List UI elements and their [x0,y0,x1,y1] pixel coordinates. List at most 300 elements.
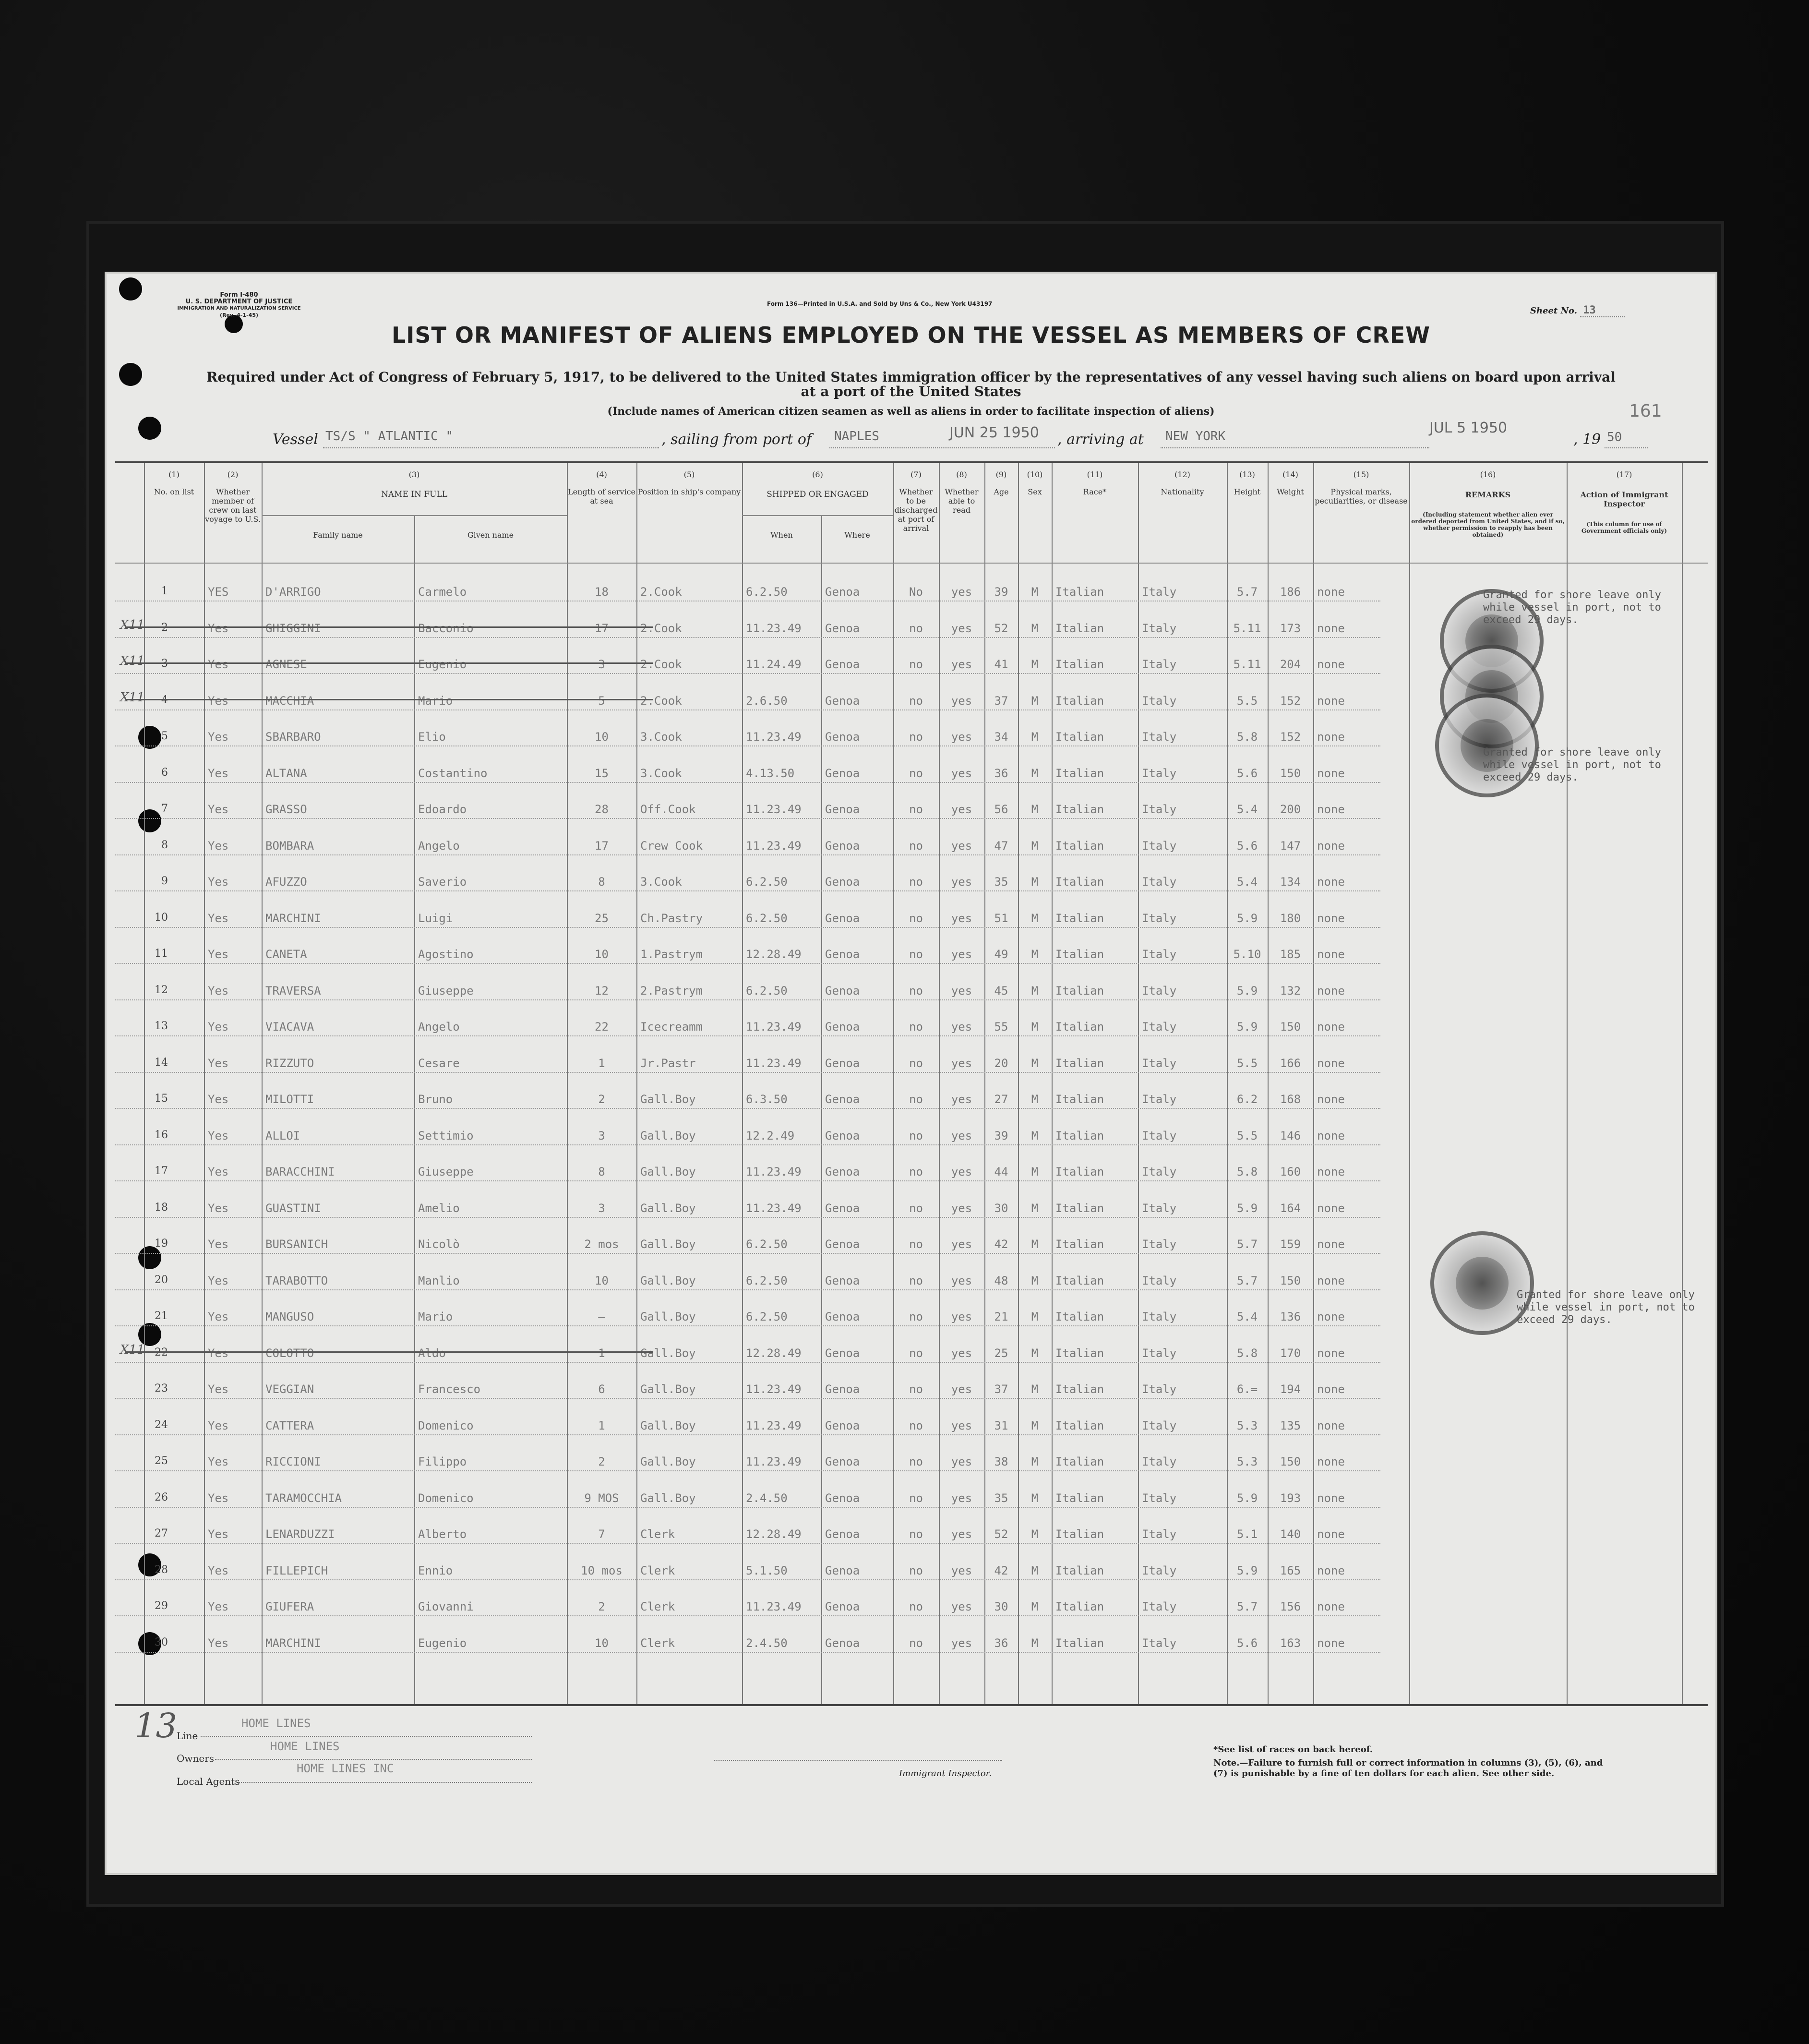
cell-when: 11.23.49 [746,1020,802,1034]
cell-disch: no [909,1165,923,1178]
cell-prev: Yes [208,1491,229,1505]
cell-position: Clerk [640,1636,675,1650]
cell-sex: M [1031,766,1039,780]
cell-sex: M [1031,1020,1039,1034]
column-divider [893,463,894,1704]
cell-marks: none [1317,1129,1345,1142]
cell-race: Italian [1055,911,1104,925]
cell-race: Italian [1055,1419,1104,1432]
cell-when: 11.23.49 [746,1383,802,1396]
cell-marks: none [1317,1020,1345,1034]
cell-disch: no [909,1056,923,1070]
cell-service: 9 MOS [584,1491,619,1505]
cell-family: TRAVERSA [265,984,321,998]
cell-position: Gall.Boy [640,1455,696,1468]
cell-age: 42 [994,1563,1008,1577]
cell-family: ALLOI [265,1129,300,1142]
cell-disch: no [909,1491,923,1505]
vessel-name: TS/S " ATLANTIC " [325,429,454,444]
shore-leave-remark: Granted for shore leave only while vessel in port, not to exceed 29 days. [1483,589,1661,626]
column-header: Age [994,487,1009,496]
form-subtitle: Required under Act of Congress of February 5, 1917, to be delivered to the United States immigration officer by the representatives of any vessel having such aliens on board upon arrival at a port of the United States [206,369,1616,399]
line-label: Line [177,1730,198,1742]
row-guide [115,1434,1380,1435]
cell-nat: Italy [1142,585,1177,599]
column-divider [1409,463,1410,1704]
cell-given: Manlio [418,1274,460,1287]
cell-when: 11.23.49 [746,1419,802,1432]
cell-sex: M [1031,984,1039,998]
cell-marks: none [1317,1165,1345,1178]
row-guide [115,1253,1380,1254]
cell-race: Italian [1055,1093,1104,1106]
column-header: Action of Immigrant Inspector [1580,490,1668,508]
subcolumn-divider [414,515,415,1704]
cell-nat: Italy [1142,803,1177,816]
cell-given: Giuseppe [418,984,474,998]
cell-service: 6 [598,1383,605,1396]
margin-mark: X11 [120,617,145,632]
cell-when: 6.3.50 [746,1093,788,1106]
cell-height: 5.4 [1236,803,1258,816]
cell-race: Italian [1055,984,1104,998]
cell-service: 2 [598,1093,605,1106]
cell-marks: none [1317,803,1345,816]
cell-age: 30 [994,1600,1008,1613]
cell-age: 41 [994,658,1008,671]
cell-given: Amelio [418,1201,460,1215]
header-divider [115,563,1708,564]
manifest-sheet [105,272,1717,1875]
row-guide [115,673,1380,674]
cell-height: 5.9 [1236,911,1258,925]
cell-disch: no [909,803,923,816]
line-value: HOME LINES [241,1717,311,1730]
cell-given: Carmelo [418,585,467,599]
cell-prev: YES [208,585,229,599]
cell-prev: Yes [208,911,229,925]
family-name-header: Family name [313,530,363,540]
column-number: (7) [910,470,922,479]
department-name: U. S. DEPARTMENT OF JUSTICE [185,298,293,305]
cell-age: 25 [994,1346,1008,1360]
cell-given: Domenico [418,1419,474,1432]
cell-given: Domenico [418,1491,474,1505]
cell-nat: Italy [1142,948,1177,961]
form-subnote: (Include names of American citizen seamen as well as aliens in order to facilitate inspection of aliens) [607,405,1215,418]
cell-height: 5.5 [1236,1056,1258,1070]
line-underline [201,1736,532,1737]
cell-race: Italian [1055,1600,1104,1613]
cell-sex: M [1031,621,1039,635]
cell-no: 7 [161,803,168,815]
cell-position: 1.Pastrym [640,948,703,961]
cell-marks: none [1317,658,1345,671]
sailing-label: , sailing from port of [661,431,812,448]
year-label: , 19 [1573,431,1601,448]
cell-no: 11 [155,948,168,960]
cell-marks: none [1317,1600,1345,1613]
cell-family: GUASTINI [265,1201,321,1215]
cell-race: Italian [1055,948,1104,961]
cell-age: 49 [994,948,1008,961]
cell-age: 34 [994,730,1008,744]
given-name-header: Given name [467,530,514,540]
cell-height: 5.3 [1236,1419,1258,1432]
cell-race: Italian [1055,1238,1104,1251]
cell-no: 5 [161,730,168,742]
penalty-note: Note.—Failure to furnish full or correct information in columns (3), (5), (6), and (7) is punishable by a fine of ten dollars for each alien. See other side. [1213,1758,1603,1779]
cell-service: 12 [595,984,609,998]
cell-disch: no [909,839,923,853]
handwritten-sheet-mark: 13 [134,1706,178,1745]
cell-position: Gall.Boy [640,1129,696,1142]
cell-nat: Italy [1142,1636,1177,1650]
cell-position: 2.Cook [640,621,682,635]
cell-nat: Italy [1142,1274,1177,1287]
cell-position: 2.Cook [640,694,682,708]
cell-read: yes [951,1201,972,1215]
cell-no: 18 [155,1201,168,1214]
cell-race: Italian [1055,1201,1104,1215]
arriving-port: NEW YORK [1165,429,1226,444]
shipped-where-header: Where [844,530,870,540]
column-header: Whether to be discharged at port of arrival [894,487,938,533]
cell-position: Gall.Boy [640,1165,696,1178]
cell-prev: Yes [208,1383,229,1396]
service-name: IMMIGRATION AND NATURALIZATION SERVICE [177,306,301,311]
crew-manifest-table [115,461,1708,1706]
cell-disch: no [909,911,923,925]
owners-label: Owners [177,1753,215,1764]
cell-race: Italian [1055,1020,1104,1034]
cell-where: Genoa [825,875,860,889]
cell-height: 5.4 [1236,1310,1258,1323]
cell-family: MANGUSO [265,1310,314,1323]
cell-marks: none [1317,621,1345,635]
cell-nat: Italy [1142,694,1177,708]
cell-family: RICCIONI [265,1455,321,1468]
cell-race: Italian [1055,1310,1104,1323]
row-guide [115,782,1380,783]
cell-read: yes [951,1527,972,1541]
sailing-date-stamp: JUN 25 1950 [949,424,1039,441]
cell-weight: 150 [1280,1274,1301,1287]
cell-where: Genoa [825,1238,860,1251]
cell-position: Gall.Boy [640,1093,696,1106]
cell-where: Genoa [825,1274,860,1287]
cell-height: 5.9 [1236,1563,1258,1577]
cell-prev: Yes [208,1346,229,1360]
cell-when: 6.2.50 [746,585,788,599]
column-header: Height [1234,487,1261,496]
cell-read: yes [951,658,972,671]
cell-no: 1 [161,585,168,597]
cell-when: 6.2.50 [746,911,788,925]
cell-family: TARAMOCCHIA [265,1491,342,1505]
row-guide [115,1072,1380,1073]
cell-position: 3.Cook [640,766,682,780]
cell-position: Gall.Boy [640,1238,696,1251]
cell-read: yes [951,1346,972,1360]
cell-weight: 168 [1280,1093,1301,1106]
cell-when: 2.6.50 [746,694,788,708]
cell-family: CATTERA [265,1419,314,1432]
cell-sex: M [1031,694,1039,708]
cell-marks: none [1317,1527,1345,1541]
cell-position: Ch.Pastry [640,911,703,925]
cell-marks: none [1317,911,1345,925]
cell-disch: no [909,1346,923,1360]
cell-when: 5.1.50 [746,1563,788,1577]
cell-family: MILOTTI [265,1093,314,1106]
cell-marks: none [1317,1346,1345,1360]
cell-nat: Italy [1142,1600,1177,1613]
shore-leave-remark: Granted for shore leave only while vessel in port, not to exceed 29 days. [1483,746,1661,783]
column-number: (4) [596,470,607,479]
row-guide [115,1543,1380,1544]
cell-family: MARCHINI [265,911,321,925]
row-guide [115,1144,1380,1145]
vessel-label: Vessel [273,431,318,448]
cell-sex: M [1031,1238,1039,1251]
cell-where: Genoa [825,1636,860,1650]
form-revision: (Rev. 4-1-45) [219,312,258,318]
cell-marks: none [1317,1310,1345,1323]
cell-marks: none [1317,1056,1345,1070]
cell-read: yes [951,1238,972,1251]
cell-no: 21 [155,1310,168,1322]
margin-mark: X11 [120,1342,145,1357]
cell-prev: Yes [208,839,229,853]
cell-weight: 152 [1280,730,1301,744]
cell-race: Italian [1055,803,1104,816]
column-divider [1313,463,1314,1704]
sailing-port: NAPLES [834,429,879,444]
row-guide [115,1362,1380,1363]
form-title: LIST OR MANIFEST OF ALIENS EMPLOYED ON THE VESSEL AS MEMBERS OF CREW [391,322,1430,348]
cell-nat: Italy [1142,875,1177,889]
cell-weight: 150 [1280,1455,1301,1468]
column-divider [144,463,145,1704]
cell-where: Genoa [825,621,860,635]
cell-given: Eugenio [418,1636,467,1650]
form-id-block [177,292,301,319]
cell-disch: no [909,1455,923,1468]
cell-service: 8 [598,875,605,889]
row-guide [115,1579,1380,1580]
cell-height: 5.8 [1236,1346,1258,1360]
cell-age: 20 [994,1056,1008,1070]
column-number: (17) [1616,470,1632,479]
cell-height: 5.5 [1236,694,1258,708]
page-number: 161 [1629,401,1662,421]
cell-when: 6.2.50 [746,1310,788,1323]
cell-nat: Italy [1142,1563,1177,1577]
cell-no: 10 [155,911,168,924]
cell-family: AFUZZO [265,875,307,889]
cell-age: 35 [994,875,1008,889]
cell-height: 5.7 [1236,585,1258,599]
shore-leave-remark: Granted for shore leave only while vessel in port, not to exceed 29 days. [1517,1289,1695,1326]
cell-family: ALTANA [265,766,307,780]
cell-weight: 136 [1280,1310,1301,1323]
cell-age: 38 [994,1455,1008,1468]
cell-sex: M [1031,1274,1039,1287]
cell-sex: M [1031,1093,1039,1106]
cell-read: yes [951,1165,972,1178]
strike-line [125,699,653,700]
cell-where: Genoa [825,585,860,599]
row-guide [115,1217,1380,1218]
cell-prev: Yes [208,875,229,889]
vessel-underline [323,447,659,448]
cell-read: yes [951,1563,972,1577]
cell-race: Italian [1055,1636,1104,1650]
cell-race: Italian [1055,1563,1104,1577]
cell-weight: 163 [1280,1636,1301,1650]
cell-height: 5.11 [1233,621,1261,635]
cell-weight: 150 [1280,766,1301,780]
cell-prev: Yes [208,1093,229,1106]
cell-no: 26 [155,1491,168,1503]
row-guide [115,1507,1380,1508]
cell-no: 25 [155,1455,168,1467]
cell-age: 35 [994,1491,1008,1505]
cell-no: 12 [155,984,168,996]
cell-read: yes [951,1419,972,1432]
cell-height: 5.5 [1236,1129,1258,1142]
cell-no: 6 [161,766,168,779]
cell-given: Agostino [418,948,474,961]
cell-nat: Italy [1142,984,1177,998]
row-guide [115,890,1380,891]
cell-sex: M [1031,1600,1039,1613]
cell-family: VEGGIAN [265,1383,314,1396]
cell-when: 6.2.50 [746,875,788,889]
cell-read: yes [951,585,972,599]
cell-given: Filippo [418,1455,467,1468]
column-header: Sex [1028,487,1042,496]
cell-weight: 170 [1280,1346,1301,1360]
cell-family: GIUFERA [265,1600,314,1613]
cell-age: 42 [994,1238,1008,1251]
margin-mark: X11 [120,690,145,705]
cell-race: Italian [1055,1491,1104,1505]
cell-marks: none [1317,730,1345,744]
cell-when: 11.23.49 [746,1201,802,1215]
cell-height: 5.8 [1236,1165,1258,1178]
cell-nat: Italy [1142,1129,1177,1142]
cell-prev: Yes [208,1455,229,1468]
inspector-underline [714,1760,1002,1761]
cell-weight: 194 [1280,1383,1301,1396]
cell-given: Saverio [418,875,467,889]
cell-prev: Yes [208,1636,229,1650]
cell-read: yes [951,1020,972,1034]
cell-prev: Yes [208,1527,229,1541]
column-header: SHIPPED OR ENGAGED [767,490,869,499]
cell-race: Italian [1055,585,1104,599]
cell-prev: Yes [208,694,229,708]
cell-disch: No [909,585,923,599]
cell-marks: none [1317,1201,1345,1215]
cell-position: 2.Cook [640,658,682,671]
cell-race: Italian [1055,1129,1104,1142]
cell-sex: M [1031,1455,1039,1468]
cell-position: Gall.Boy [640,1274,696,1287]
cell-nat: Italy [1142,766,1177,780]
cell-nat: Italy [1142,1383,1177,1396]
cell-age: 52 [994,1527,1008,1541]
cell-prev: Yes [208,766,229,780]
cell-read: yes [951,694,972,708]
cell-age: 56 [994,803,1008,816]
cell-height: 5.6 [1236,1636,1258,1650]
cell-height: 5.7 [1236,1274,1258,1287]
cell-race: Italian [1055,1527,1104,1541]
column-divider [567,463,568,1704]
cell-sex: M [1031,1563,1039,1577]
row-guide [115,963,1380,964]
cell-height: 5.9 [1236,1491,1258,1505]
cell-family: LENARDUZZI [265,1527,335,1541]
cell-disch: no [909,1201,923,1215]
cell-read: yes [951,1600,972,1613]
cell-where: Genoa [825,803,860,816]
cell-nat: Italy [1142,911,1177,925]
cell-when: 2.4.50 [746,1636,788,1650]
column-number: (11) [1087,470,1103,479]
cell-family: D'ARRIGO [265,585,321,599]
cell-when: 11.23.49 [746,1455,802,1468]
cell-age: 45 [994,984,1008,998]
column-divider [204,463,205,1704]
cell-disch: no [909,1093,923,1106]
column-number: (10) [1027,470,1043,479]
cell-position: Gall.Boy [640,1310,696,1323]
eagle-emblem-icon [1456,1257,1509,1310]
cell-marks: none [1317,766,1345,780]
column-header: No. on list [154,487,194,496]
cell-where: Genoa [825,1563,860,1577]
column-divider [984,463,985,1704]
cell-read: yes [951,1056,972,1070]
cell-disch: no [909,1238,923,1251]
cell-weight: 164 [1280,1201,1301,1215]
cell-marks: none [1317,1093,1345,1106]
cell-service: 8 [598,1165,605,1178]
cell-age: 47 [994,839,1008,853]
cell-family: AGNESE [265,658,307,671]
cell-prev: Yes [208,1056,229,1070]
cell-where: Genoa [825,839,860,853]
cell-race: Italian [1055,694,1104,708]
cell-marks: none [1317,984,1345,998]
cell-prev: Yes [208,984,229,998]
agents-underline [239,1782,532,1783]
row-guide [115,854,1380,855]
cell-height: 5.7 [1236,1600,1258,1613]
cell-height: 5.6 [1236,766,1258,780]
sheet-number: 13 [1580,304,1625,317]
cell-height: 5.4 [1236,875,1258,889]
cell-position: 2.Pastrym [640,984,703,998]
cell-given: Bacconio [418,621,474,635]
cell-age: 39 [994,1129,1008,1142]
cell-service: 3 [598,658,605,671]
cell-race: Italian [1055,1165,1104,1178]
